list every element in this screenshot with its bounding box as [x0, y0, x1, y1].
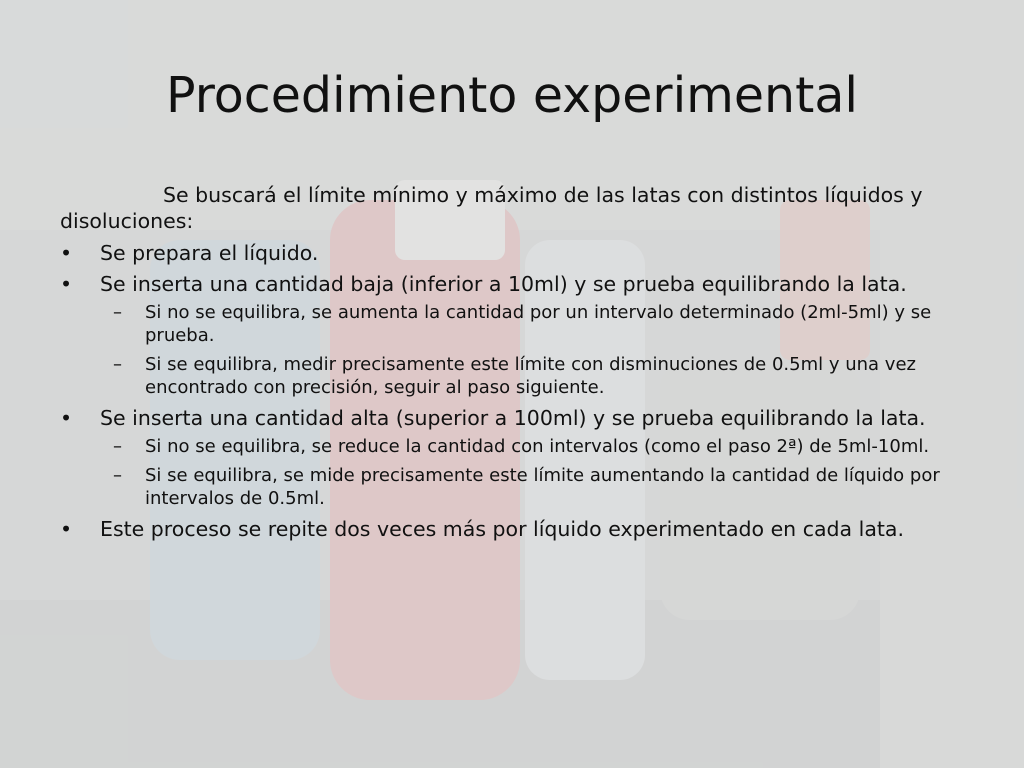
- sub-list-item: [100, 301, 960, 347]
- sub-list-item: [100, 435, 960, 458]
- dash-icon: –: [113, 436, 122, 457]
- list-item: [60, 405, 960, 510]
- sub-list-item: [100, 464, 960, 510]
- bullet-icon: •: [60, 272, 73, 296]
- sub-list-item-text: Si no se equilibra, se reduce la cantidad con intervalos (como el paso 2ª) de 5ml-10ml.: [145, 436, 930, 457]
- intro-paragraph: Se buscará el límite mínimo y máximo de las latas con distintos líquidos y disoluciones:: [60, 183, 923, 233]
- list-item: [60, 240, 960, 266]
- list-item-text: Este proceso se repite dos veces más por líquido experimentado en cada lata.: [100, 517, 904, 541]
- list-item-text: Se inserta una cantidad baja (inferior a 10ml) y se prueba equilibrando la lata.: [100, 272, 907, 296]
- bullet-icon: •: [60, 517, 73, 541]
- bullet-icon: •: [60, 406, 73, 430]
- sub-list: [100, 301, 960, 399]
- sub-list-item-text: Si no se equilibra, se aumenta la cantidad por un intervalo determinado (2ml-5ml) y se prueba.: [145, 302, 932, 346]
- list-item-text: Se inserta una cantidad alta (superior a 100ml) y se prueba equilibrando la lata.: [100, 406, 926, 430]
- sub-list-item-text: Si se equilibra, se mide precisamente este límite aumentando la cantidad de líquido por intervalos de 0.5ml.: [145, 465, 940, 509]
- list-item-text: Se prepara el líquido.: [100, 241, 319, 265]
- dash-icon: –: [113, 302, 122, 323]
- bullet-list: [60, 240, 960, 542]
- slide-content: [60, 182, 960, 547]
- dash-icon: –: [113, 354, 122, 375]
- slide-title: Procedimiento experimental: [166, 67, 858, 124]
- list-item: [60, 271, 960, 399]
- bullet-icon: •: [60, 241, 73, 265]
- sub-list: [100, 435, 960, 510]
- list-item: [60, 516, 960, 542]
- sub-list-item-text: Si se equilibra, medir precisamente este límite con disminuciones de 0.5ml y una vez encontrado con precisión, seguir al paso siguiente.: [145, 354, 916, 398]
- sub-list-item: [100, 353, 960, 399]
- dash-icon: –: [113, 465, 122, 486]
